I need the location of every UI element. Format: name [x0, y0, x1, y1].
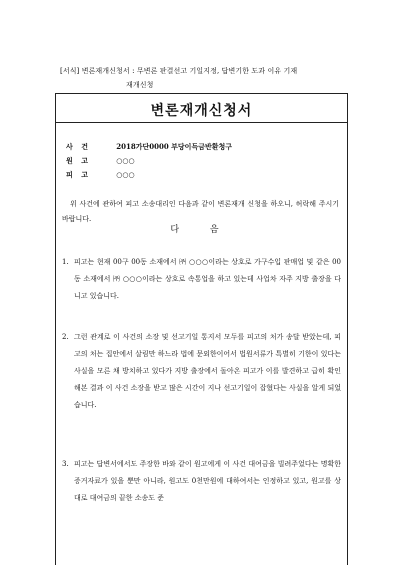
case-label: 사 건 [66, 142, 91, 151]
list-item [62, 254, 341, 305]
plaintiff-label: 원 고 [66, 156, 91, 165]
item-text: 피고는 현재 00구 00동 소재에서 ㈜ ○○○이라는 상호로 가구수입 판매업 및 같은 00동 소재에서 ㈜ ○○○이라는 상호로 속통업을 하고 있는데 사업차 자주 지방 출장을 다니고 있습니다. [74, 258, 341, 300]
document-frame [55, 93, 348, 565]
caption-line-2: 재개신청 [126, 81, 154, 89]
section-heading: 다 음 [170, 225, 233, 235]
list-item [62, 329, 341, 414]
caption-line-1: [서식] 변론재개신청서 : 무변론 판결선고 기일지정, 답변기한 도과 이유 기재 [60, 67, 298, 75]
item-number: 2. [62, 333, 69, 341]
item-number: 3. [62, 460, 69, 468]
case-row [66, 142, 232, 152]
item-text: 피고는 답변서에서도 주장한 바와 같이 원고에게 이 사건 대여금을 빌려주었다는 명확한 증거자료가 있을 뿐만 아니라, 원고도 0천만원에 대하여서는 인정하고 있고, 원고를 상대로 대여금의 끝한 소송도 준 [74, 460, 341, 502]
title-divider [56, 122, 347, 123]
item-text: 그런 관계로 이 사건의 소장 및 선고기일 통지서 모두를 피고의 처가 송달 받았는데, 피고의 처는 집안에서 살림만 하느라 법에 문외한이어서 법원서류가 특별히 기한이 있다는 사실을 모른 채 방치하고 있다가 지방 출장에서 돌아온 피고가 이를 발견하고 급히 확인해본 결과 이 사건 소장을 받고 많은 시간이 지나 선고기일이 잡혔다는 사실을 알게 되었습니다. [74, 333, 341, 409]
plaintiff-row [66, 156, 135, 166]
document-title: 변론재개신청서 [150, 103, 253, 119]
defendant-value: ○○○ [116, 170, 135, 179]
intro-paragraph: 위 사건에 관하여 피고 소송대리인 다음과 같이 변론재개 신청을 하오니, 허락해 주시기 바랍니다. [62, 200, 339, 223]
plaintiff-value: ○○○ [116, 156, 135, 165]
case-value: 2018가단0000 부당이득금반환청구 [116, 142, 233, 151]
list-item [62, 456, 341, 507]
item-number: 1. [62, 258, 69, 266]
defendant-label: 피 고 [66, 170, 91, 179]
document-caption [60, 64, 350, 92]
defendant-row [66, 170, 135, 180]
